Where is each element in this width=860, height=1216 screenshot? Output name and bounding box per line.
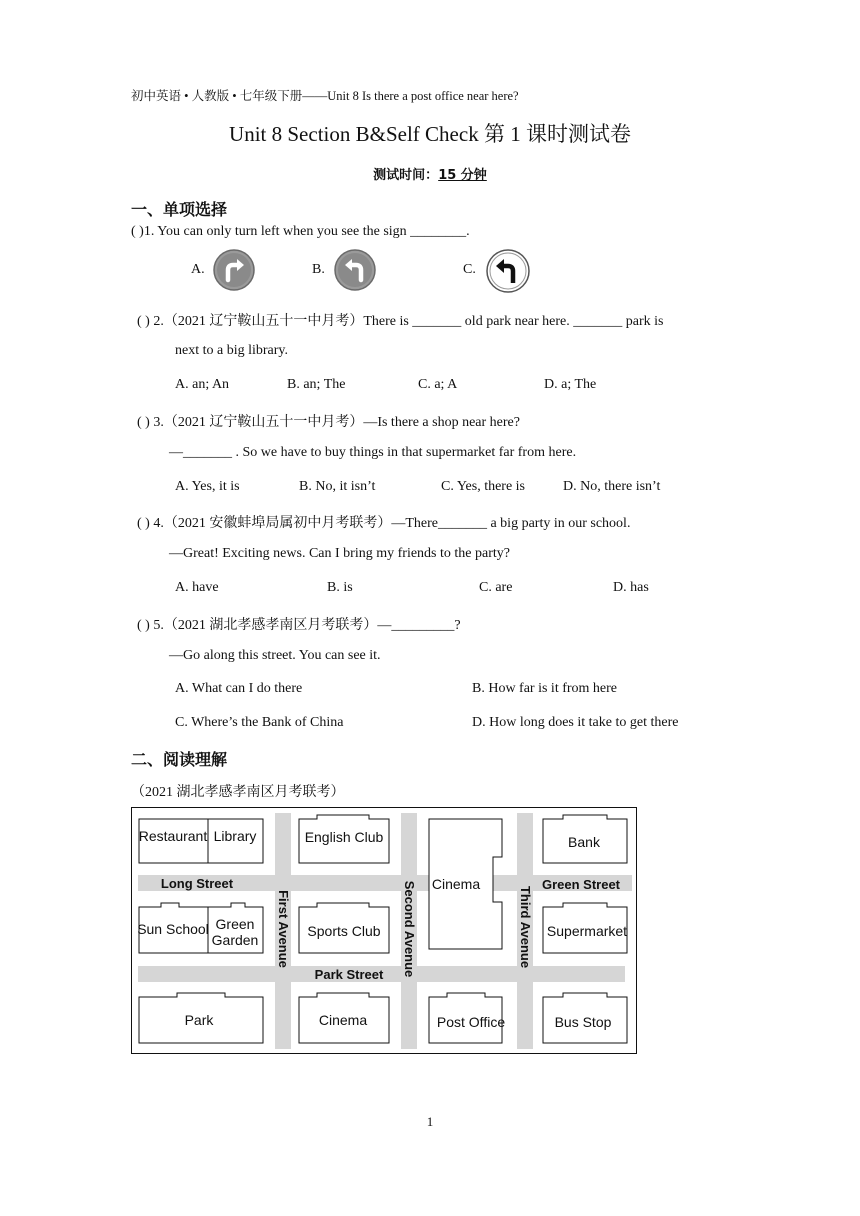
section-heading-reading: 二、阅读理解	[131, 750, 228, 769]
test-time-value: 15 分钟	[438, 168, 487, 183]
page-header: 初中英语 • 人教版 • 七年级下册——Unit 8 Is there a post office near here?	[131, 89, 519, 103]
test-time-label: 测试时间：	[373, 168, 439, 183]
turn-right-sign-icon	[213, 249, 255, 291]
label-library: Library	[213, 828, 257, 844]
label-english-club: English Club	[304, 829, 384, 845]
question-5-option-d: D. How long does it take to get there	[472, 715, 679, 730]
question-4-option-a: A. have	[175, 580, 219, 595]
question-1-stem: ( )1. You can only turn left when you see the sign ________.	[131, 224, 470, 239]
question-4-option-c: C. are	[479, 580, 513, 595]
label-cinema-north: Cinema	[431, 876, 481, 892]
question-2-option-b: B. an; The	[287, 377, 346, 392]
label-long-street: Long Street	[160, 876, 234, 891]
question-3-option-d: D. No, there isn’t	[563, 479, 661, 494]
label-sports-club: Sports Club	[307, 923, 381, 939]
label-park-street: Park Street	[314, 967, 384, 982]
label-supermarket: Supermarket	[546, 923, 628, 939]
label-first-avenue: First Avenue	[276, 890, 291, 968]
label-green: Green	[215, 916, 255, 932]
label-second-avenue: Second Avenue	[402, 880, 417, 978]
question-1-option-c: C.	[463, 262, 476, 277]
page-title: Unit 8 Section B&Self Check 第 1 课时测试卷	[229, 122, 631, 146]
question-1-option-a: A.	[191, 262, 205, 277]
question-1-option-b: B.	[312, 262, 325, 277]
page-number: 1	[426, 1114, 434, 1129]
question-2-stem: ( ) 2.（2021 辽宁鞍山五十一中月考）There is _______ old park near here. _______ park is	[137, 314, 664, 329]
test-time	[0, 164, 860, 183]
reading-source: （2021 湖北孝感孝南区月考联考）	[131, 785, 345, 800]
label-garden: Garden	[211, 932, 259, 948]
label-post-office: Post Office	[436, 1014, 506, 1030]
question-3-stem: ( ) 3.（2021 辽宁鞍山五十一中月考）—Is there a shop near here?	[137, 415, 520, 430]
question-2-option-d: D. a; The	[544, 377, 597, 392]
label-bank: Bank	[568, 834, 600, 850]
question-4-option-d: D. has	[613, 580, 649, 595]
label-third-avenue: Third Avenue	[518, 885, 533, 969]
question-2-option-a: A. an; An	[175, 377, 230, 392]
turn-left-sign-icon	[334, 249, 376, 291]
question-2-stem-cont: next to a big library.	[175, 343, 289, 358]
question-3-stem-cont: —_______ . So we have to buy things in that supermarket far from here.	[169, 445, 577, 460]
question-5-option-a: A. What can I do there	[175, 681, 303, 696]
street-map	[131, 807, 637, 1054]
question-5-stem-cont: —Go along this street. You can see it.	[169, 648, 381, 663]
question-5-option-c: C. Where’s the Bank of China	[175, 715, 344, 730]
label-park: Park	[184, 1012, 214, 1028]
question-3-option-a: A. Yes, it is	[175, 479, 240, 494]
label-green-street: Green Street	[541, 877, 621, 892]
label-bus-stop: Bus Stop	[554, 1014, 612, 1030]
question-3-option-c: C. Yes, there is	[441, 479, 526, 494]
question-5-option-b: B. How far is it from here	[472, 681, 618, 696]
question-3-option-b: B. No, it isn’t	[299, 479, 376, 494]
question-2-option-c: C. a; A	[418, 377, 458, 392]
section-heading-single-choice: 一、单项选择	[131, 200, 228, 219]
question-4-stem-cont: —Great! Exciting news. Can I bring my friends to the party?	[169, 546, 510, 561]
question-4-stem: ( ) 4.（2021 安徽蚌埠局属初中月考联考）—There_______ a big party in our school.	[137, 516, 631, 531]
label-cinema-south: Cinema	[318, 1012, 368, 1028]
left-turn-arrow-sign-icon	[486, 249, 530, 293]
question-5-stem: ( ) 5.（2021 湖北孝感孝南区月考联考）—_________?	[137, 618, 461, 633]
question-4-option-b: B. is	[327, 580, 353, 595]
label-restaurant: Restaurant	[138, 828, 208, 844]
label-sun-school: Sun School	[137, 921, 209, 937]
